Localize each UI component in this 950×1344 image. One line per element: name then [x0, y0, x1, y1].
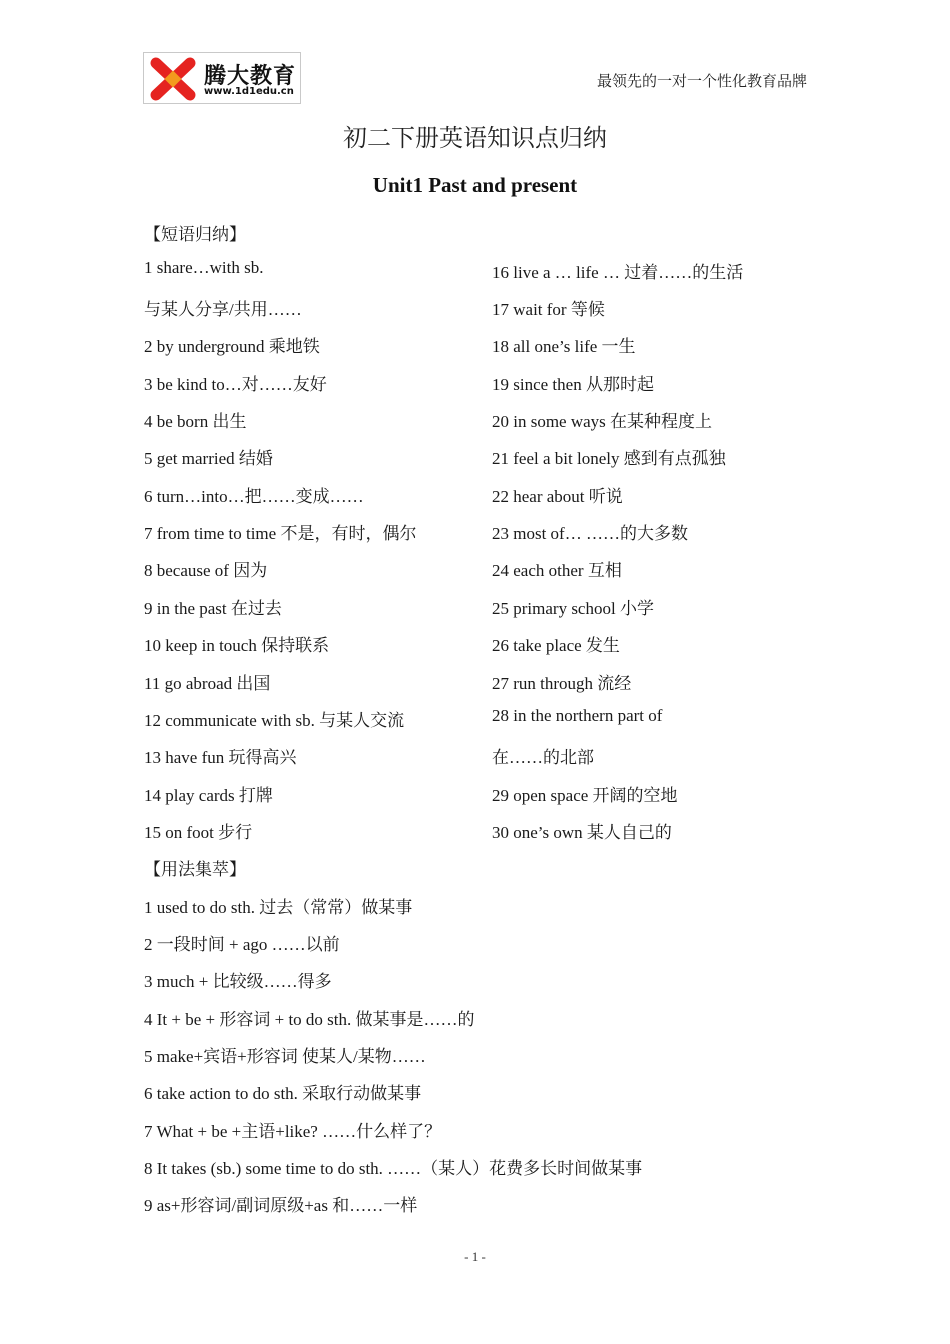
- phrase-item: 23 most of… ……的大多数: [492, 524, 688, 543]
- phrase-item: 11 go abroad 出国: [144, 674, 271, 693]
- phrase-item: 6 turn…into…把……变成……: [144, 487, 364, 506]
- phrase-item: 在……的北部: [492, 748, 594, 767]
- usage-item: 6 take action to do sth. 采取行动做某事: [144, 1084, 422, 1103]
- phrase-item: 24 each other 互相: [492, 561, 622, 580]
- phrase-item: 27 run through 流经: [492, 674, 632, 693]
- phrase-item: 28 in the northern part of: [492, 706, 663, 725]
- phrases-heading: 【短语归纳】: [144, 225, 246, 244]
- x-mark-icon: [148, 57, 198, 101]
- usage-item: 4 It + be + 形容词 + to do sth. 做某事是……的: [144, 1010, 475, 1029]
- logo-brand-name: 腾大教育: [204, 64, 297, 89]
- phrase-item: 25 primary school 小学: [492, 599, 654, 618]
- usage-item: 7 What + be +主语+like? ……什么样了？: [144, 1122, 442, 1141]
- usage-item: 1 used to do sth. 过去（常常）做某事: [144, 898, 413, 917]
- unit-heading: Unit1 Past and present: [372, 173, 578, 197]
- phrase-item: 12 communicate with sb. 与某人交流: [144, 711, 405, 730]
- usage-item: 3 much + 比较级……得多: [144, 972, 332, 991]
- logo-website: www.1d1edu.cn: [204, 86, 294, 97]
- phrase-item: 21 feel a bit lonely 感到有点孤独: [492, 449, 726, 468]
- phrase-item: 2 by underground 乘地铁: [144, 337, 320, 356]
- phrase-item: 22 hear about 听说: [492, 487, 623, 506]
- phrase-item: 与某人分享/共用……: [144, 300, 302, 319]
- phrase-item: 9 in the past 在过去: [144, 599, 282, 618]
- phrase-item: 1 share…with sb.: [144, 258, 264, 277]
- phrase-item: 29 open space 开阔的空地: [492, 786, 678, 805]
- phrase-item: 18 all one’s life 一生: [492, 337, 636, 356]
- brand-logo: [143, 52, 301, 104]
- phrase-item: 19 since then 从那时起: [492, 375, 654, 394]
- phrase-item: 20 in some ways 在某种程度上: [492, 412, 713, 431]
- phrase-item: 7 from time to time 不是，有时，偶尔: [144, 524, 417, 543]
- usage-item: 2 一段时间 + ago ……以前: [144, 935, 340, 954]
- header-slogan: 最领先的一对一个性化教育品牌: [596, 74, 807, 90]
- phrase-item: 15 on foot 步行: [144, 823, 253, 842]
- phrase-item: 8 because of 因为: [144, 561, 268, 580]
- document-title: 初二下册英语知识点归纳: [343, 126, 607, 152]
- usage-heading: 【用法集萃】: [144, 860, 246, 879]
- phrase-item: 5 get married 结婚: [144, 449, 273, 468]
- phrase-item: 10 keep in touch 保持联系: [144, 636, 330, 655]
- phrase-item: 4 be born 出生: [144, 412, 247, 431]
- usage-item: 8 It takes (sb.) some time to do sth. ……（某人）花费多长时间做某事: [144, 1159, 643, 1178]
- phrase-item: 26 take place 发生: [492, 636, 620, 655]
- phrase-item: 14 play cards 打牌: [144, 786, 273, 805]
- usage-item: 9 as+形容词/副词原级+as 和……一样: [144, 1196, 418, 1215]
- usage-item: 5 make+宾语+形容词 使某人/某物……: [144, 1047, 426, 1066]
- phrase-item: 16 live a … life … 过着……的生活: [492, 263, 744, 282]
- phrase-item: 30 one’s own 某人自己的: [492, 823, 672, 842]
- phrase-item: 13 have fun 玩得高兴: [144, 748, 297, 767]
- page-number: - 1 -: [464, 1249, 486, 1264]
- phrase-item: 3 be kind to…对……友好: [144, 375, 327, 394]
- phrase-item: 17 wait for 等候: [492, 300, 605, 319]
